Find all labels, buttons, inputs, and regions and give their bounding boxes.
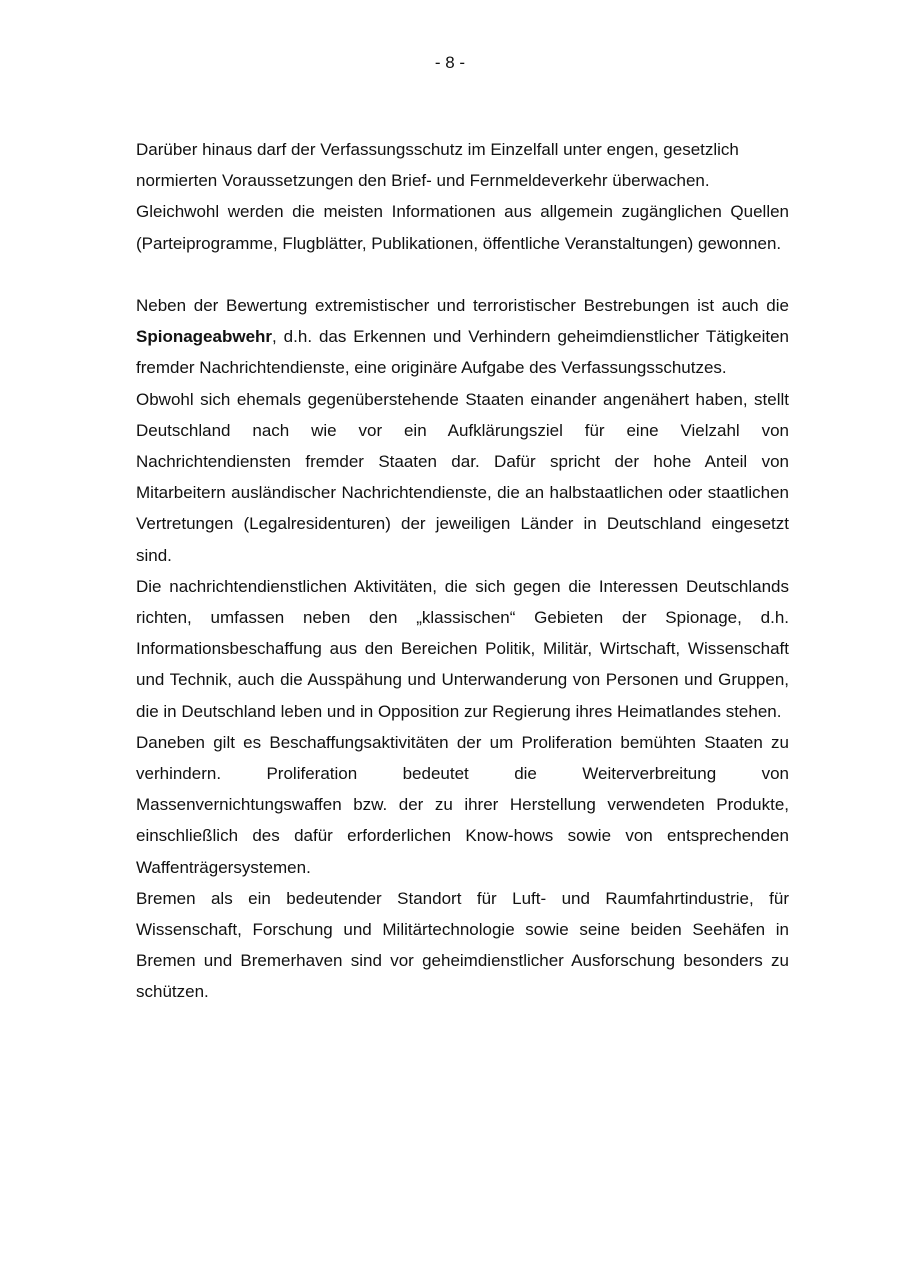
paragraph-postal-surveillance: Darüber hinaus darf der Verfassungsschutz im Einzelfall unter engen, gesetzlich normierten Voraussetzungen den Brief- und Fernmeldeverkehr überwachen. [136, 140, 739, 191]
paragraph-public-sources: Gleichwohl werden die meisten Informationen aus allgemein zugänglichen Quellen (Parteiprogramme, Flugblätter, Publikationen, öffentliche Veranstaltungen) gewonnen. [136, 202, 789, 253]
paragraph-intelligence-target: Obwohl sich ehemals gegenüberstehende Staaten einander angenähert haben, stellt Deutschland nach wie vor ein Aufklärungsziel für eine Vielzahl von Nachrichtendiensten fremder Staaten dar. Dafür spricht der hohe Anteil von Mitarbeitern ausländischer Nachrichtendienste, die an halbstaatlichen oder staatlichen Vertretungen (Legalresidenturen) der jeweiligen Länder in Deutschland eingesetzt sind. [136, 389, 789, 565]
paragraph-bremen-protection: Bremen als ein bedeutender Standort für Luft- und Raumfahrtindustrie, für Wissenschaft, Forschung und Militärtechnologie sowie seine beiden Seehäfen in Bremen und Bremerhaven sind vor geheimdienstlicher Ausforschung besonders zu schützen. [136, 888, 789, 1002]
counter-espionage-term: Spionageabwehr [136, 327, 273, 347]
paragraph-intelligence-activities: Die nachrichtendienstlichen Aktivitäten, die sich gegen die Interessen Deutschlands richten, umfassen neben den „klassischen“ Gebieten der Spionage, d.h. Informationsbeschaffung aus den Bereichen Politik, Militär, Wirtschaft, Wissenschaft und Technik, auch die Ausspähung und Unterwanderung von Personen und Gruppen, die in Deutschland leben und in Opposition zur Regierung ihres Heimatlandes stehen. [136, 576, 789, 721]
paragraph-counter-espionage [136, 290, 789, 384]
document-body [136, 134, 789, 1008]
counter-espionage-intro: Neben der Bewertung extremistischer und terroristischer Bestrebungen ist auch die [136, 296, 789, 315]
page-number: - 8 - [434, 53, 466, 72]
paragraph-proliferation: Daneben gilt es Beschaffungsaktivitäten der um Proliferation bemühten Staaten zu verhindern. Proliferation bedeutet die Weiterverbreitung von Massenvernichtungswaffen bzw. der zu ihrer Herstellung verwendeten Produkte, einschließlich des dafür erforderlichen Know-hows sowie von entsprechenden Waffenträgersystemen. [136, 732, 789, 877]
counter-espionage-rest: , d.h. das Erkennen und Verhindern geheimdienstlicher Tätigkeiten fremder Nachrichtendienste, eine originäre Aufgabe des Verfassungsschutzes. [136, 327, 789, 378]
